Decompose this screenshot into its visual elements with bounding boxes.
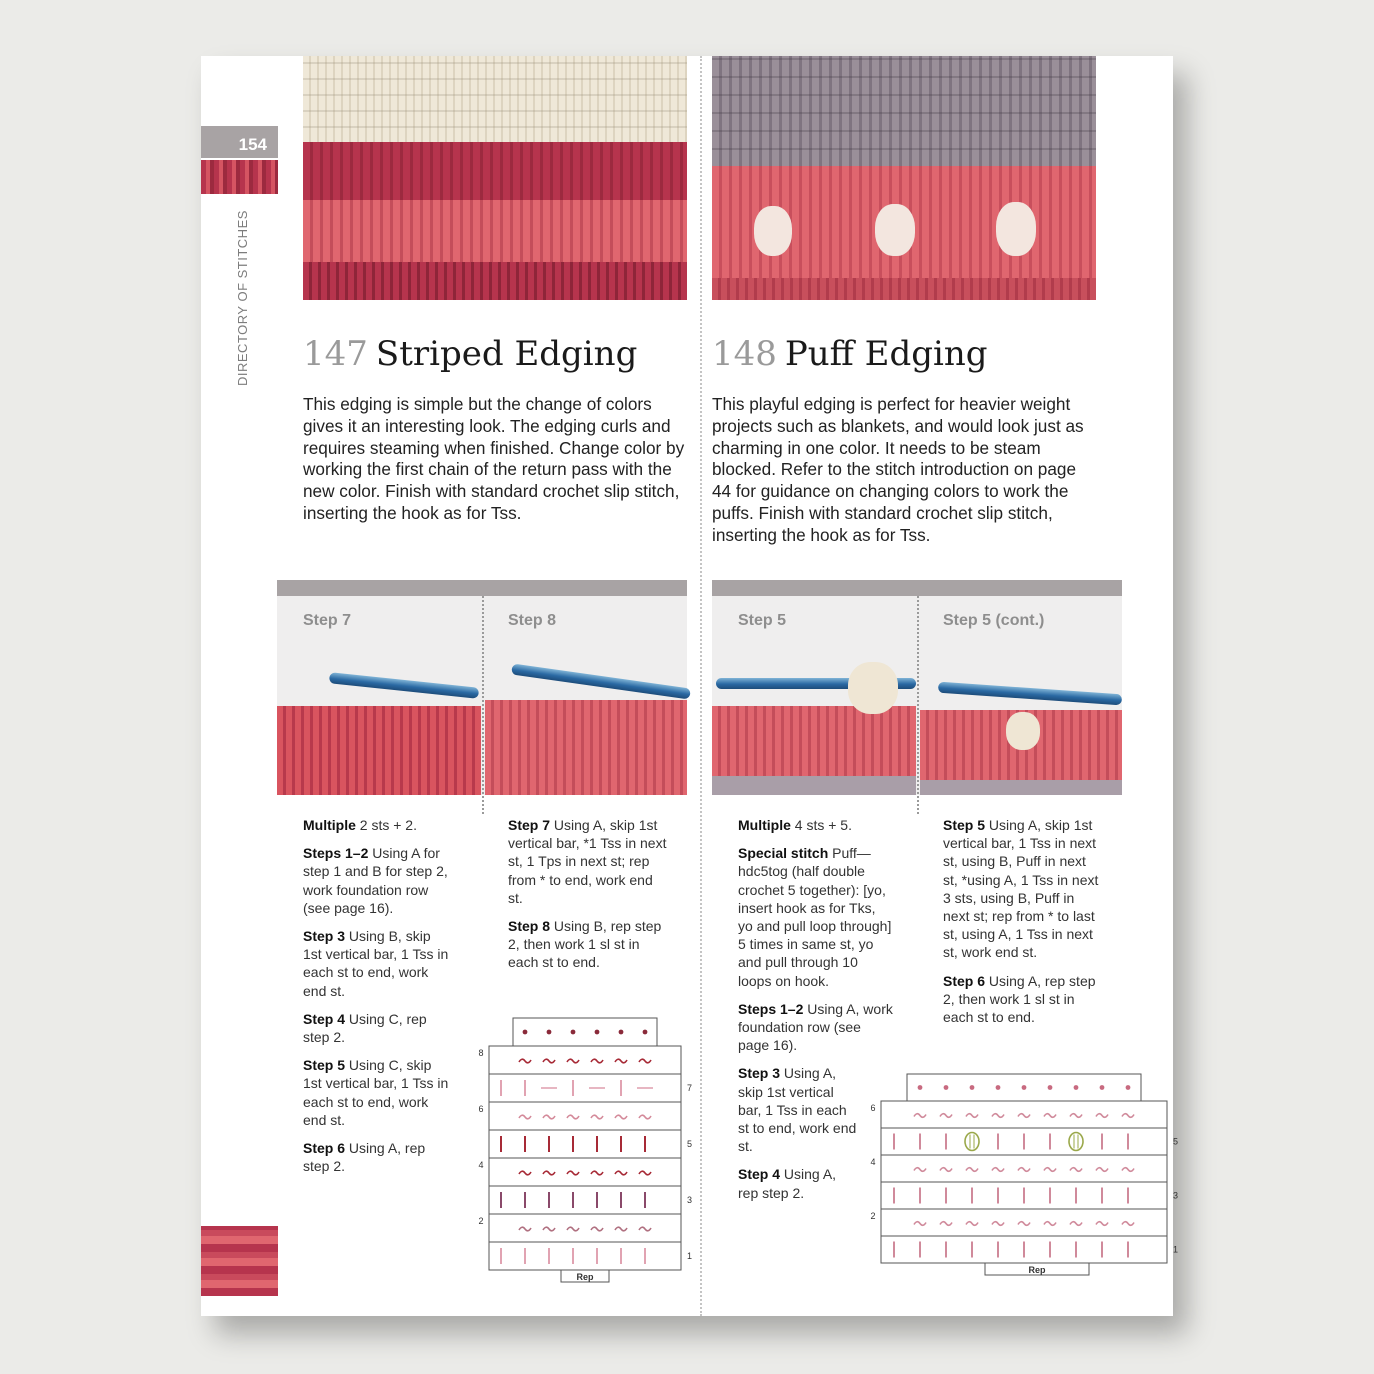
chart-row — [489, 1102, 681, 1130]
step-photos-right — [712, 596, 1122, 795]
book-page — [201, 56, 1179, 1316]
slip-stitch-dot — [595, 1030, 600, 1035]
return-pass-symbol — [1070, 1168, 1082, 1172]
step-photos-left — [277, 596, 687, 795]
return-pass-symbol — [543, 1227, 555, 1231]
slip-stitch-dot — [619, 1030, 624, 1035]
puff-stitch-symbol — [965, 1133, 979, 1151]
pattern-title: Striped Edging — [375, 334, 638, 374]
slip-stitch-dot — [547, 1030, 552, 1035]
slip-stitch-dot — [1048, 1085, 1053, 1090]
section-label: DIRECTORY OF STITCHES — [235, 210, 250, 386]
return-pass-symbol — [1070, 1114, 1082, 1118]
chart-row — [489, 1242, 681, 1270]
return-pass-symbol — [639, 1227, 651, 1231]
return-pass-symbol — [992, 1222, 1004, 1226]
return-pass-symbol — [992, 1114, 1004, 1118]
instruction-item: Step 6 Using A, rep step 2. — [303, 1140, 426, 1175]
chart-row — [489, 1158, 681, 1186]
step7-swatch — [277, 706, 481, 795]
striped-edging-chart — [478, 1016, 693, 1282]
slip-stitch-dot — [1022, 1085, 1027, 1090]
instructions-right-b — [943, 816, 1101, 1036]
instructions-left-a — [303, 816, 453, 1185]
row-number: 3 — [1173, 1190, 1179, 1201]
return-pass-symbol — [940, 1114, 952, 1118]
puff-edging-description: This playful edging is perfect for heavier weight projects such as blankets, and would look just as charming in one color. It needs to be steam blocked. Refer to the stitch introduction on page 44 for guidance on changing colors to work the puffs. Finish with standard crochet slip stitch, inserting the hook as for Tss. — [712, 394, 1084, 545]
pattern-title: Puff Edging — [784, 334, 988, 374]
return-pass-symbol — [567, 1059, 579, 1063]
slip-stitch-dot — [643, 1030, 648, 1035]
row-number: 2 — [870, 1211, 876, 1221]
return-pass-symbol — [1096, 1168, 1108, 1172]
return-pass-symbol — [1044, 1114, 1056, 1118]
instruction-item: Multiple 4 sts + 5. — [738, 817, 852, 833]
thumbnail-swatch-top — [201, 160, 278, 194]
return-pass-symbol — [615, 1227, 627, 1231]
puff-stitch — [1006, 712, 1040, 750]
slip-stitch-dot — [996, 1085, 1001, 1090]
puff-edging-photo — [712, 56, 1096, 300]
return-pass-symbol — [519, 1171, 531, 1175]
column-divider — [700, 56, 702, 1316]
slip-stitch-dot — [1074, 1085, 1079, 1090]
striped-edging-heading — [303, 334, 637, 374]
return-pass-symbol — [519, 1227, 531, 1231]
row-number: 7 — [687, 1083, 693, 1093]
return-pass-symbol — [1044, 1222, 1056, 1226]
return-pass-symbol — [1096, 1114, 1108, 1118]
puff-stitch — [754, 206, 792, 256]
return-pass-symbol — [591, 1171, 603, 1175]
instruction-item: Step 5 Using C, skip 1st vertical bar, 1 Tss in each st to end, work end st. — [303, 1057, 449, 1128]
return-pass-symbol — [615, 1059, 627, 1063]
return-pass-symbol — [914, 1222, 926, 1226]
return-pass-symbol — [1018, 1222, 1030, 1226]
row-number: 5 — [687, 1139, 693, 1149]
return-pass-symbol — [914, 1114, 926, 1118]
return-pass-symbol — [591, 1059, 603, 1063]
step-photos-bar-left — [277, 580, 687, 596]
row-number: 5 — [1173, 1136, 1179, 1147]
repeat-label: Rep — [576, 1272, 594, 1282]
return-pass-symbol — [940, 1168, 952, 1172]
row-number: 1 — [687, 1251, 693, 1261]
return-pass-symbol — [639, 1115, 651, 1119]
return-pass-symbol — [519, 1059, 531, 1063]
return-pass-symbol — [639, 1059, 651, 1063]
return-pass-symbol — [1044, 1168, 1056, 1172]
return-pass-symbol — [543, 1115, 555, 1119]
slip-stitch-dot — [970, 1085, 975, 1090]
return-pass-symbol — [639, 1171, 651, 1175]
striped-edging-description: This edging is simple but the change of colors gives it an interesting look. The edging curls and requires steaming when finished. Change color by working the first chain of the return pass with the new color. Finish with standard crochet slip stitch, inserting the hook as for Tss. — [303, 394, 685, 523]
return-pass-symbol — [966, 1114, 978, 1118]
row-number: 1 — [1173, 1244, 1179, 1255]
instruction-item: Step 5 Using A, skip 1st vertical bar, 1 Tss in next st, using B, Puff in next st, *using A, 1 Tss in next 3 sts, using B, Puff in next st; rep from * to last st, using A, 1 Tss in next st, work end st. — [943, 817, 1099, 961]
return-pass-symbol — [966, 1168, 978, 1172]
step-photo-label: Step 8 — [508, 612, 557, 629]
chart-row — [489, 1046, 681, 1074]
instruction-item: Step 4 Using A, rep step 2. — [738, 1166, 837, 1201]
return-pass-symbol — [1122, 1222, 1134, 1226]
puff-stitch — [875, 204, 915, 256]
instruction-item: Step 8 Using B, rep step 2, then work 1 sl st in each st to end. — [508, 918, 662, 971]
row-number: 4 — [870, 1157, 876, 1167]
row-number: 6 — [478, 1104, 484, 1114]
row-number: 6 — [870, 1103, 876, 1113]
chart-row — [489, 1130, 681, 1158]
instruction-item: Step 6 Using A, rep step 2, then work 1 sl st in each st to end. — [943, 972, 1096, 1026]
row-number: 4 — [478, 1160, 484, 1170]
step-photo-label: Step 5 (cont.) — [943, 612, 1045, 629]
slip-stitch-dot — [1126, 1085, 1131, 1090]
crochet-hook-icon — [938, 682, 1122, 706]
slip-stitch-dot — [523, 1030, 528, 1035]
instruction-item: Step 3 Using B, skip 1st vertical bar, 1 Tss in each st to end, work end st. — [303, 928, 449, 999]
return-pass-symbol — [591, 1115, 603, 1119]
slip-stitch-dot — [944, 1085, 949, 1090]
repeat-label: Rep — [1028, 1265, 1046, 1275]
return-pass-symbol — [591, 1227, 603, 1231]
return-pass-symbol — [615, 1171, 627, 1175]
return-pass-symbol — [567, 1115, 579, 1119]
return-pass-symbol — [1122, 1114, 1134, 1118]
row-number: 2 — [478, 1216, 484, 1226]
instruction-item: Step 4 Using C, rep step 2. — [303, 1010, 427, 1046]
instructions-left-b — [508, 816, 668, 982]
row-number: 8 — [478, 1048, 484, 1058]
slip-stitch-dot — [571, 1030, 576, 1035]
crochet-hook-icon — [329, 672, 479, 699]
puff-edging-heading — [712, 334, 988, 374]
chart-row — [489, 1186, 681, 1214]
step8-swatch — [485, 700, 687, 795]
slip-stitch-dot — [918, 1085, 923, 1090]
return-pass-symbol — [914, 1168, 926, 1172]
instruction-item: Steps 1–2 Using A for step 1 and B for step 2, work foundation row (see page 16). — [303, 845, 448, 916]
return-pass-symbol — [543, 1171, 555, 1175]
return-pass-symbol — [615, 1115, 627, 1119]
chart-row — [489, 1214, 681, 1242]
chart-top-row — [513, 1018, 657, 1046]
pattern-number: 148 — [712, 334, 777, 374]
striped-edging-photo — [303, 56, 687, 300]
step-photos-bar-right — [712, 580, 1122, 596]
crochet-hook-icon — [511, 664, 691, 700]
row-number: 3 — [687, 1195, 693, 1205]
step-photo-label: Step 7 — [303, 612, 352, 629]
puff-edging-chart — [861, 1071, 1179, 1281]
return-pass-symbol — [940, 1222, 952, 1226]
return-pass-symbol — [1070, 1222, 1082, 1226]
instruction-item: Step 3 Using A, skip 1st vertical bar, 1 Tss in each st to end, work end st. — [738, 1065, 857, 1155]
instruction-item: Step 7 Using A, skip 1st vertical bar, *1 Tss in next st, 1 Tps in next st; rep from * to end, work end st. — [508, 817, 667, 906]
return-pass-symbol — [992, 1168, 1004, 1172]
return-pass-symbol — [1018, 1114, 1030, 1118]
instruction-item: Steps 1–2 Using A, work foundation row (see page 16). — [738, 1000, 893, 1054]
puff-stitch — [996, 202, 1036, 256]
return-pass-symbol — [1018, 1168, 1030, 1172]
return-pass-symbol — [1122, 1168, 1134, 1172]
return-pass-symbol — [519, 1115, 531, 1119]
return-pass-symbol — [543, 1059, 555, 1063]
puff-stitch — [848, 662, 898, 714]
instruction-item: Multiple 2 sts + 2. — [303, 817, 417, 833]
pattern-number: 147 — [303, 334, 368, 374]
return-pass-symbol — [567, 1227, 579, 1231]
step-photo-label: Step 5 — [738, 612, 787, 629]
return-pass-symbol — [966, 1222, 978, 1226]
thumbnail-swatch-bottom — [201, 1226, 278, 1296]
slip-stitch-dot — [1100, 1085, 1105, 1090]
instruction-item: Special stitch Puff—hdc5tog (half double crochet 5 together): [yo, insert hook as for Tks, yo and pull loop through] 5 times in same st, yo and pull through 10 loops on hook. — [738, 845, 892, 989]
puff-stitch-symbol — [1069, 1133, 1083, 1151]
page-number: 154 — [201, 126, 278, 158]
return-pass-symbol — [1096, 1222, 1108, 1226]
return-pass-symbol — [567, 1171, 579, 1175]
